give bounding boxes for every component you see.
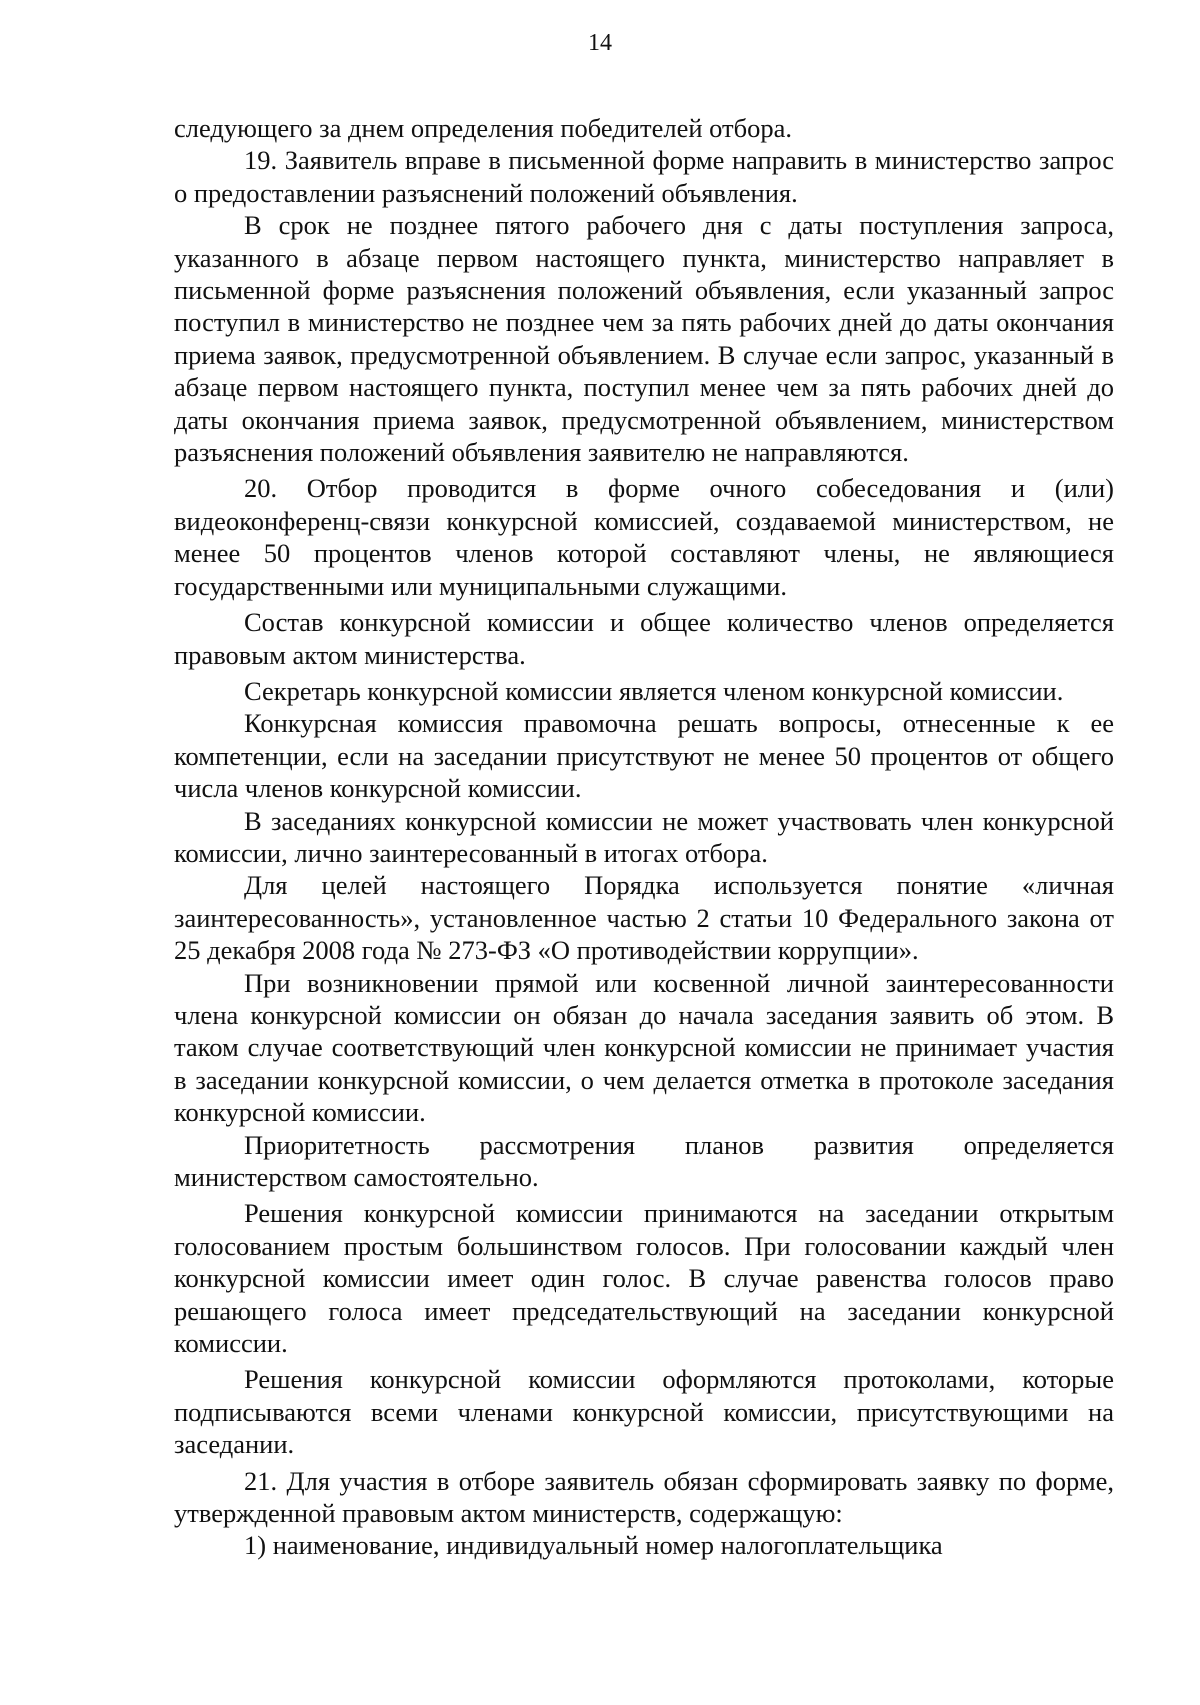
paragraph-commission-composition: Состав конкурсной комиссии и общее количество членов определяется правовым актом министерства. <box>174 607 1114 670</box>
paragraph-personal-interest-definition: Для целей настоящего Порядка используется понятие «личная заинтересованность», установленное частью 2 статьи 10 Федерального закона от 25 декабря 2008 года № 273-ФЗ «О противодействии коррупции». <box>174 870 1114 966</box>
paragraph-voting: Решения конкурсной комиссии принимаются на заседании открытым голосованием простым большинством голосов. При голосовании каждый член конкурсной комиссии имеет один голос. В случае равенства голосов право решающего голоса имеет председательствующий на заседании конкурсной комиссии. <box>174 1198 1114 1359</box>
paragraph-item-19: 19. Заявитель вправе в письменной форме направить в министерство запрос о предоставлении разъяснений положений объявления. <box>174 145 1114 208</box>
paragraph-clarification-deadline: В срок не позднее пятого рабочего дня с даты поступления запроса, указанного в абзаце первом настоящего пункта, министерство направляет в письменной форме разъяснения положений объявления, если указанный запрос поступил в министерство не позднее чем за пять рабочих дней до даты окончания приема заявок, предусмотренной объявлением. В случае если запрос, указанный в абзаце первом настоящего пункта, поступил менее чем за пять рабочих дней до даты окончания приема заявок, предусмотренной объявлением, министерством разъяснения положений объявления заявителю не направляются. <box>174 210 1114 468</box>
paragraph-commission-quorum: Конкурсная комиссия правомочна решать вопросы, отнесенные к ее компетенции, если на заседании присутствуют не менее 50 процентов от общего числа членов конкурсной комиссии. <box>174 708 1114 804</box>
paragraph-member-exclusion: В заседаниях конкурсной комиссии не может участвовать член конкурсной комиссии, лично заинтересованный в итогах отбора. <box>174 805 1114 868</box>
paragraph-commission-secretary: Секретарь конкурсной комиссии является членом конкурсной комиссии. <box>244 675 1064 706</box>
paragraph-continuation: следующего за днем определения победителей отбора. <box>174 113 792 143</box>
page-number: 14 <box>588 30 612 56</box>
paragraph-conflict-of-interest: При возникновении прямой или косвенной личной заинтересованности члена конкурсной комиссии он обязан до начала заседания заявить об этом. В таком случае соответствующий член конкурсной комиссии не принимает участия в заседании конкурсной комиссии, о чем делается отметка в протоколе заседания конкурсной комиссии. <box>174 967 1114 1128</box>
document-body <box>174 112 1114 1562</box>
paragraph-item-20: 20. Отбор проводится в форме очного собеседования и (или) видеоконференц-связи конкурсной комиссией, создаваемой министерством, не менее 50 процентов членов которой составляют члены, не являющиеся государственными или муниципальными служащими. <box>174 473 1114 601</box>
paragraph-subitem-1: 1) наименование, индивидуальный номер налогоплательщика <box>244 1530 943 1561</box>
paragraph-item-21: 21. Для участия в отборе заявитель обязан сформировать заявку по форме, утвержденной правовым актом министерств, содержащую: <box>174 1465 1114 1529</box>
paragraph-priority: Приоритетность рассмотрения планов развития определяется министерством самостоятельно. <box>174 1129 1114 1192</box>
paragraph-protocols: Решения конкурсной комиссии оформляются протоколами, которые подписываются всеми членами конкурсной комиссии, присутствующими на заседании. <box>174 1364 1114 1460</box>
